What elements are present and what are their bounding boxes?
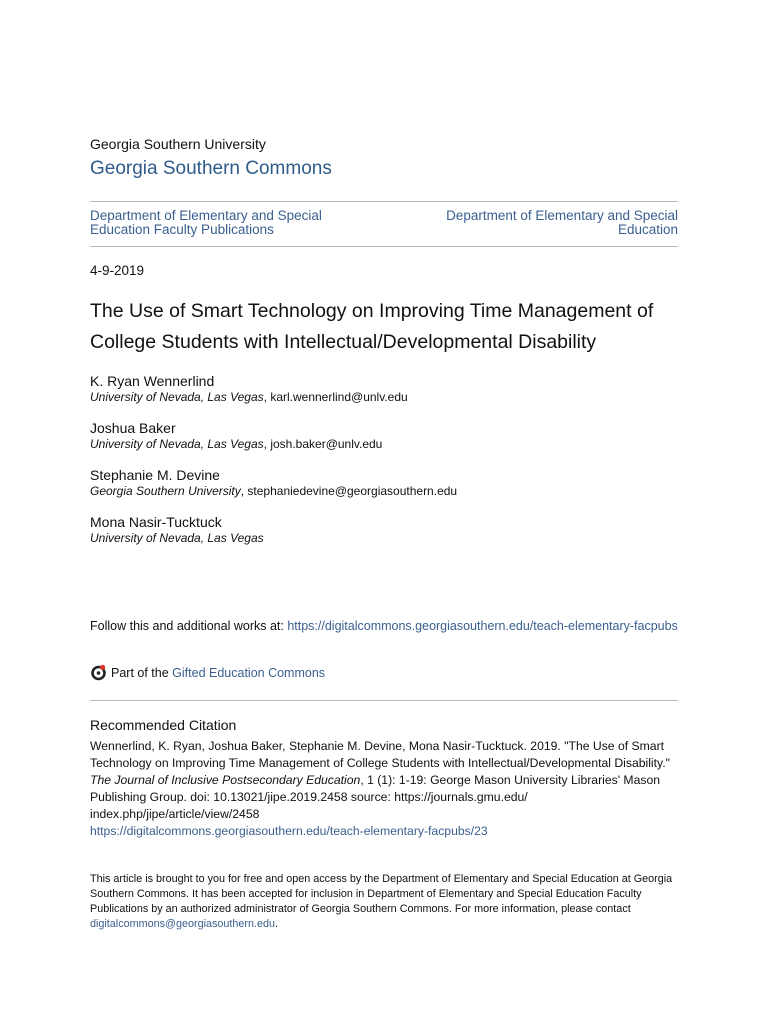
dept-education-link[interactable]: [398, 209, 678, 237]
author-name: Mona Nasir-Tucktuck: [90, 514, 222, 530]
part-of-line: [90, 664, 325, 681]
author-affiliation: [90, 389, 678, 406]
citation-text-after: , 1 (1): 1-19: George Mason University Libraries' Mason Publishing Group. doi: 10.13021/jipe.2019.2458 source: https://journals.gmu.edu/ index.php/jipe/article/view/2458: [90, 773, 661, 821]
affiliation-name: University of Nevada, Las Vegas: [90, 437, 264, 451]
author-entry: [90, 420, 678, 453]
dept-left-line1: Department of Elementary and Special: [90, 208, 322, 223]
affiliation-name: Georgia Southern University: [90, 484, 241, 498]
access-notice-text: This article is brought to you for free and open access by the Department of Elementary and Special Education at Georgia Southern Commons. It has been accepted for inclusion in Department of Elementary and Special Education Faculty Publications by an authorized administrator of Georgia Southern Commons. For more information, please contact: [90, 873, 673, 915]
author-name: K. Ryan Wennerlind: [90, 373, 215, 389]
author-affiliation: [90, 530, 678, 547]
author-entry: [90, 514, 678, 547]
citation-text-before: Wennerlind, K. Ryan, Joshua Baker, Stephanie M. Devine, Mona Nasir-Tucktuck. 2019. "The Use of Smart Technology on Improving Time Management of College Students with Intellectual/Developmental Disability.": [90, 739, 670, 770]
author-affiliation: [90, 436, 678, 453]
collection-link[interactable]: https://digitalcommons.georgiasouthern.edu/teach-elementary-facpubs: [287, 619, 678, 633]
author-name: Stephanie M. Devine: [90, 467, 220, 483]
commons-link[interactable]: Georgia Southern Commons: [90, 158, 332, 179]
dept-left-line2: Education Faculty Publications: [90, 222, 274, 237]
divider-middle: [90, 246, 678, 247]
follow-prefix: Follow this and additional works at:: [90, 619, 288, 633]
author-email: , stephaniedevine@georgiasouthern.edu: [240, 484, 458, 498]
dept-right-line2: Education: [617, 222, 678, 237]
access-notice-end: .: [275, 918, 279, 930]
author-entry: [90, 467, 678, 500]
dept-right-line1: Department of Elementary and Special: [446, 208, 678, 223]
author-email: , josh.baker@unlv.edu: [263, 437, 383, 451]
divider-bottom: [90, 700, 678, 701]
publication-date: 4-9-2019: [90, 263, 145, 278]
part-of-prefix: Part of the: [111, 665, 169, 680]
affiliation-name: University of Nevada, Las Vegas: [90, 390, 264, 404]
citation-link[interactable]: https://digitalcommons.georgiasouthern.edu/teach-elementary-facpubs/23: [90, 824, 488, 838]
author-name: Joshua Baker: [90, 420, 176, 436]
citation-body: [90, 738, 678, 840]
author-entry: [90, 373, 678, 406]
commons-network-icon: [90, 664, 107, 681]
author-email: , karl.wennerlind@unlv.edu: [263, 390, 408, 404]
author-affiliation: [90, 483, 678, 500]
citation-journal: The Journal of Inclusive Postsecondary Education: [90, 773, 361, 787]
contact-email-link[interactable]: digitalcommons@georgiasouthern.edu: [90, 918, 276, 930]
follow-line: [90, 616, 678, 637]
citation-heading: Recommended Citation: [90, 717, 237, 733]
dept-faculty-publications-link[interactable]: [90, 209, 370, 237]
gifted-education-commons-link[interactable]: Gifted Education Commons: [172, 665, 326, 680]
university-name: Georgia Southern University: [90, 136, 266, 152]
author-list: [90, 373, 678, 561]
divider-top: [90, 201, 678, 202]
article-title: The Use of Smart Technology on Improving Time Management of College Students with Intellectual/Developmental Disability: [90, 300, 654, 353]
access-notice: [90, 872, 678, 932]
affiliation-name: University of Nevada, Las Vegas: [90, 531, 264, 545]
